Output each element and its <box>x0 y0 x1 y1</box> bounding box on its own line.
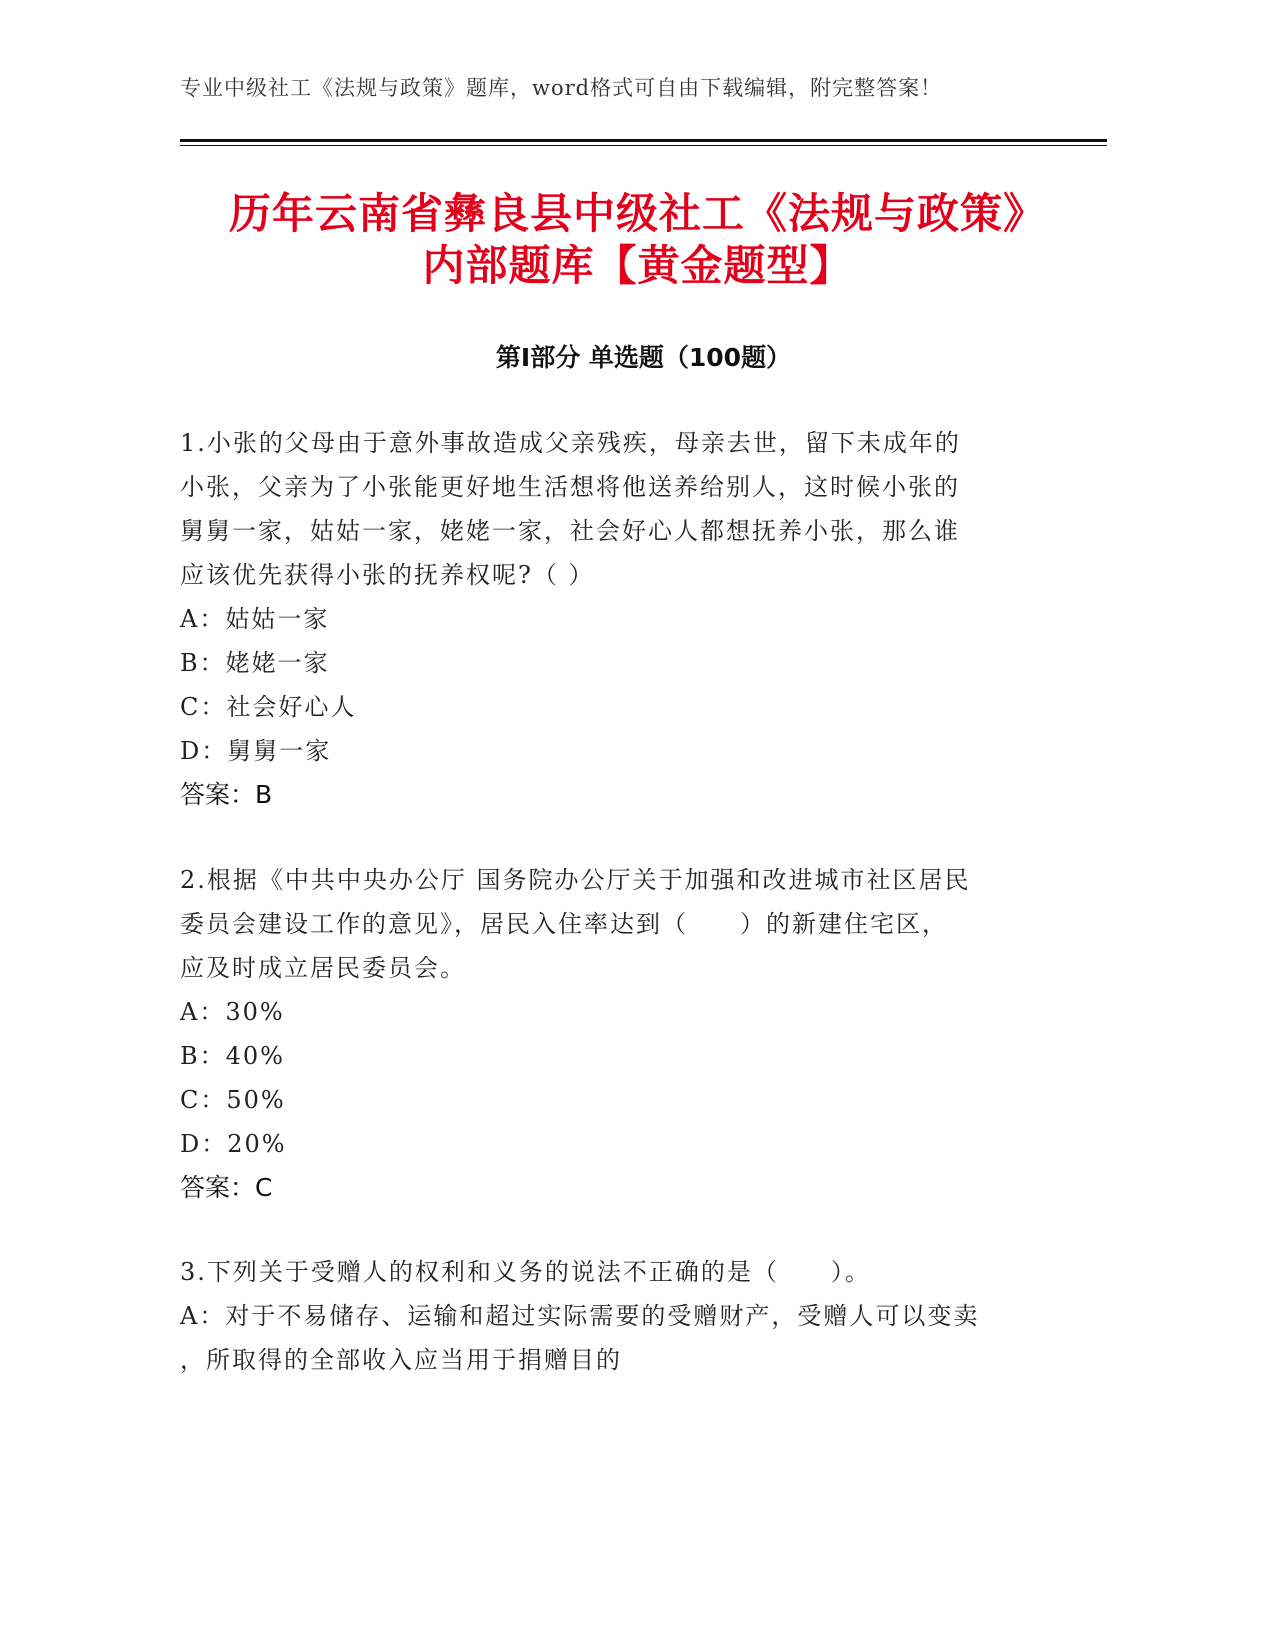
question-stem-line: 应及时成立居民委员会。 <box>180 954 466 982</box>
question-stem-line: 3.下列关于受赠人的权利和义务的说法不正确的是（ ）。 <box>180 1258 871 1286</box>
answer: 答案：B <box>180 780 273 809</box>
option-c: C：社会好心人 <box>180 693 357 721</box>
option-a: A：30% <box>180 998 285 1026</box>
document-header-note: 专业中级社工《法规与政策》题库，word格式可自由下载编辑，附完整答案！ <box>180 76 943 100</box>
option-a-continued: ，所取得的全部收入应当用于捐赠目的 <box>180 1346 622 1374</box>
question-stem-line: 应该优先获得小张的抚养权呢?（ ） <box>180 561 595 589</box>
question-2 <box>180 858 1040 1210</box>
option-d: D：20% <box>180 1130 287 1158</box>
option-b: B：40% <box>180 1042 285 1070</box>
question-stem-line: 1.小张的父母由于意外事故造成父亲残疾，母亲去世，留下未成年的 <box>180 429 961 457</box>
header-rule-thin <box>180 145 1107 146</box>
question-1 <box>180 421 1040 817</box>
question-stem-line: 舅舅一家，姑姑一家，姥姥一家，社会好心人都想抚养小张，那么谁 <box>180 517 960 545</box>
section-heading: 第Ⅰ部分 单选题（100题） <box>495 343 792 372</box>
title-line-2: 内部题库【黄金题型】 <box>422 241 853 290</box>
question-stem-line: 小张，父亲为了小张能更好地生活想将他送养给别人，这时候小张的 <box>180 473 960 501</box>
header-rule-thick <box>180 139 1107 142</box>
title-line-1: 历年云南省彝良县中级社工《法规与政策》 <box>228 189 1046 238</box>
question-3 <box>180 1250 1040 1382</box>
option-b: B：姥姥一家 <box>180 649 330 677</box>
option-d: D：舅舅一家 <box>180 737 332 765</box>
option-a: A：对于不易储存、运输和超过实际需要的受赠财产，受赠人可以变卖 <box>180 1302 980 1330</box>
document-title <box>150 188 1125 292</box>
answer: 答案：C <box>180 1173 273 1202</box>
question-stem-line: 委员会建设工作的意见》，居民入住率达到（ ）的新建住宅区， <box>180 910 948 938</box>
question-stem-line: 2.根据《中共中央办公厅 国务院办公厅关于加强和改进城市社区居民 <box>180 866 971 894</box>
option-a: A：姑姑一家 <box>180 605 330 633</box>
option-c: C：50% <box>180 1086 286 1114</box>
